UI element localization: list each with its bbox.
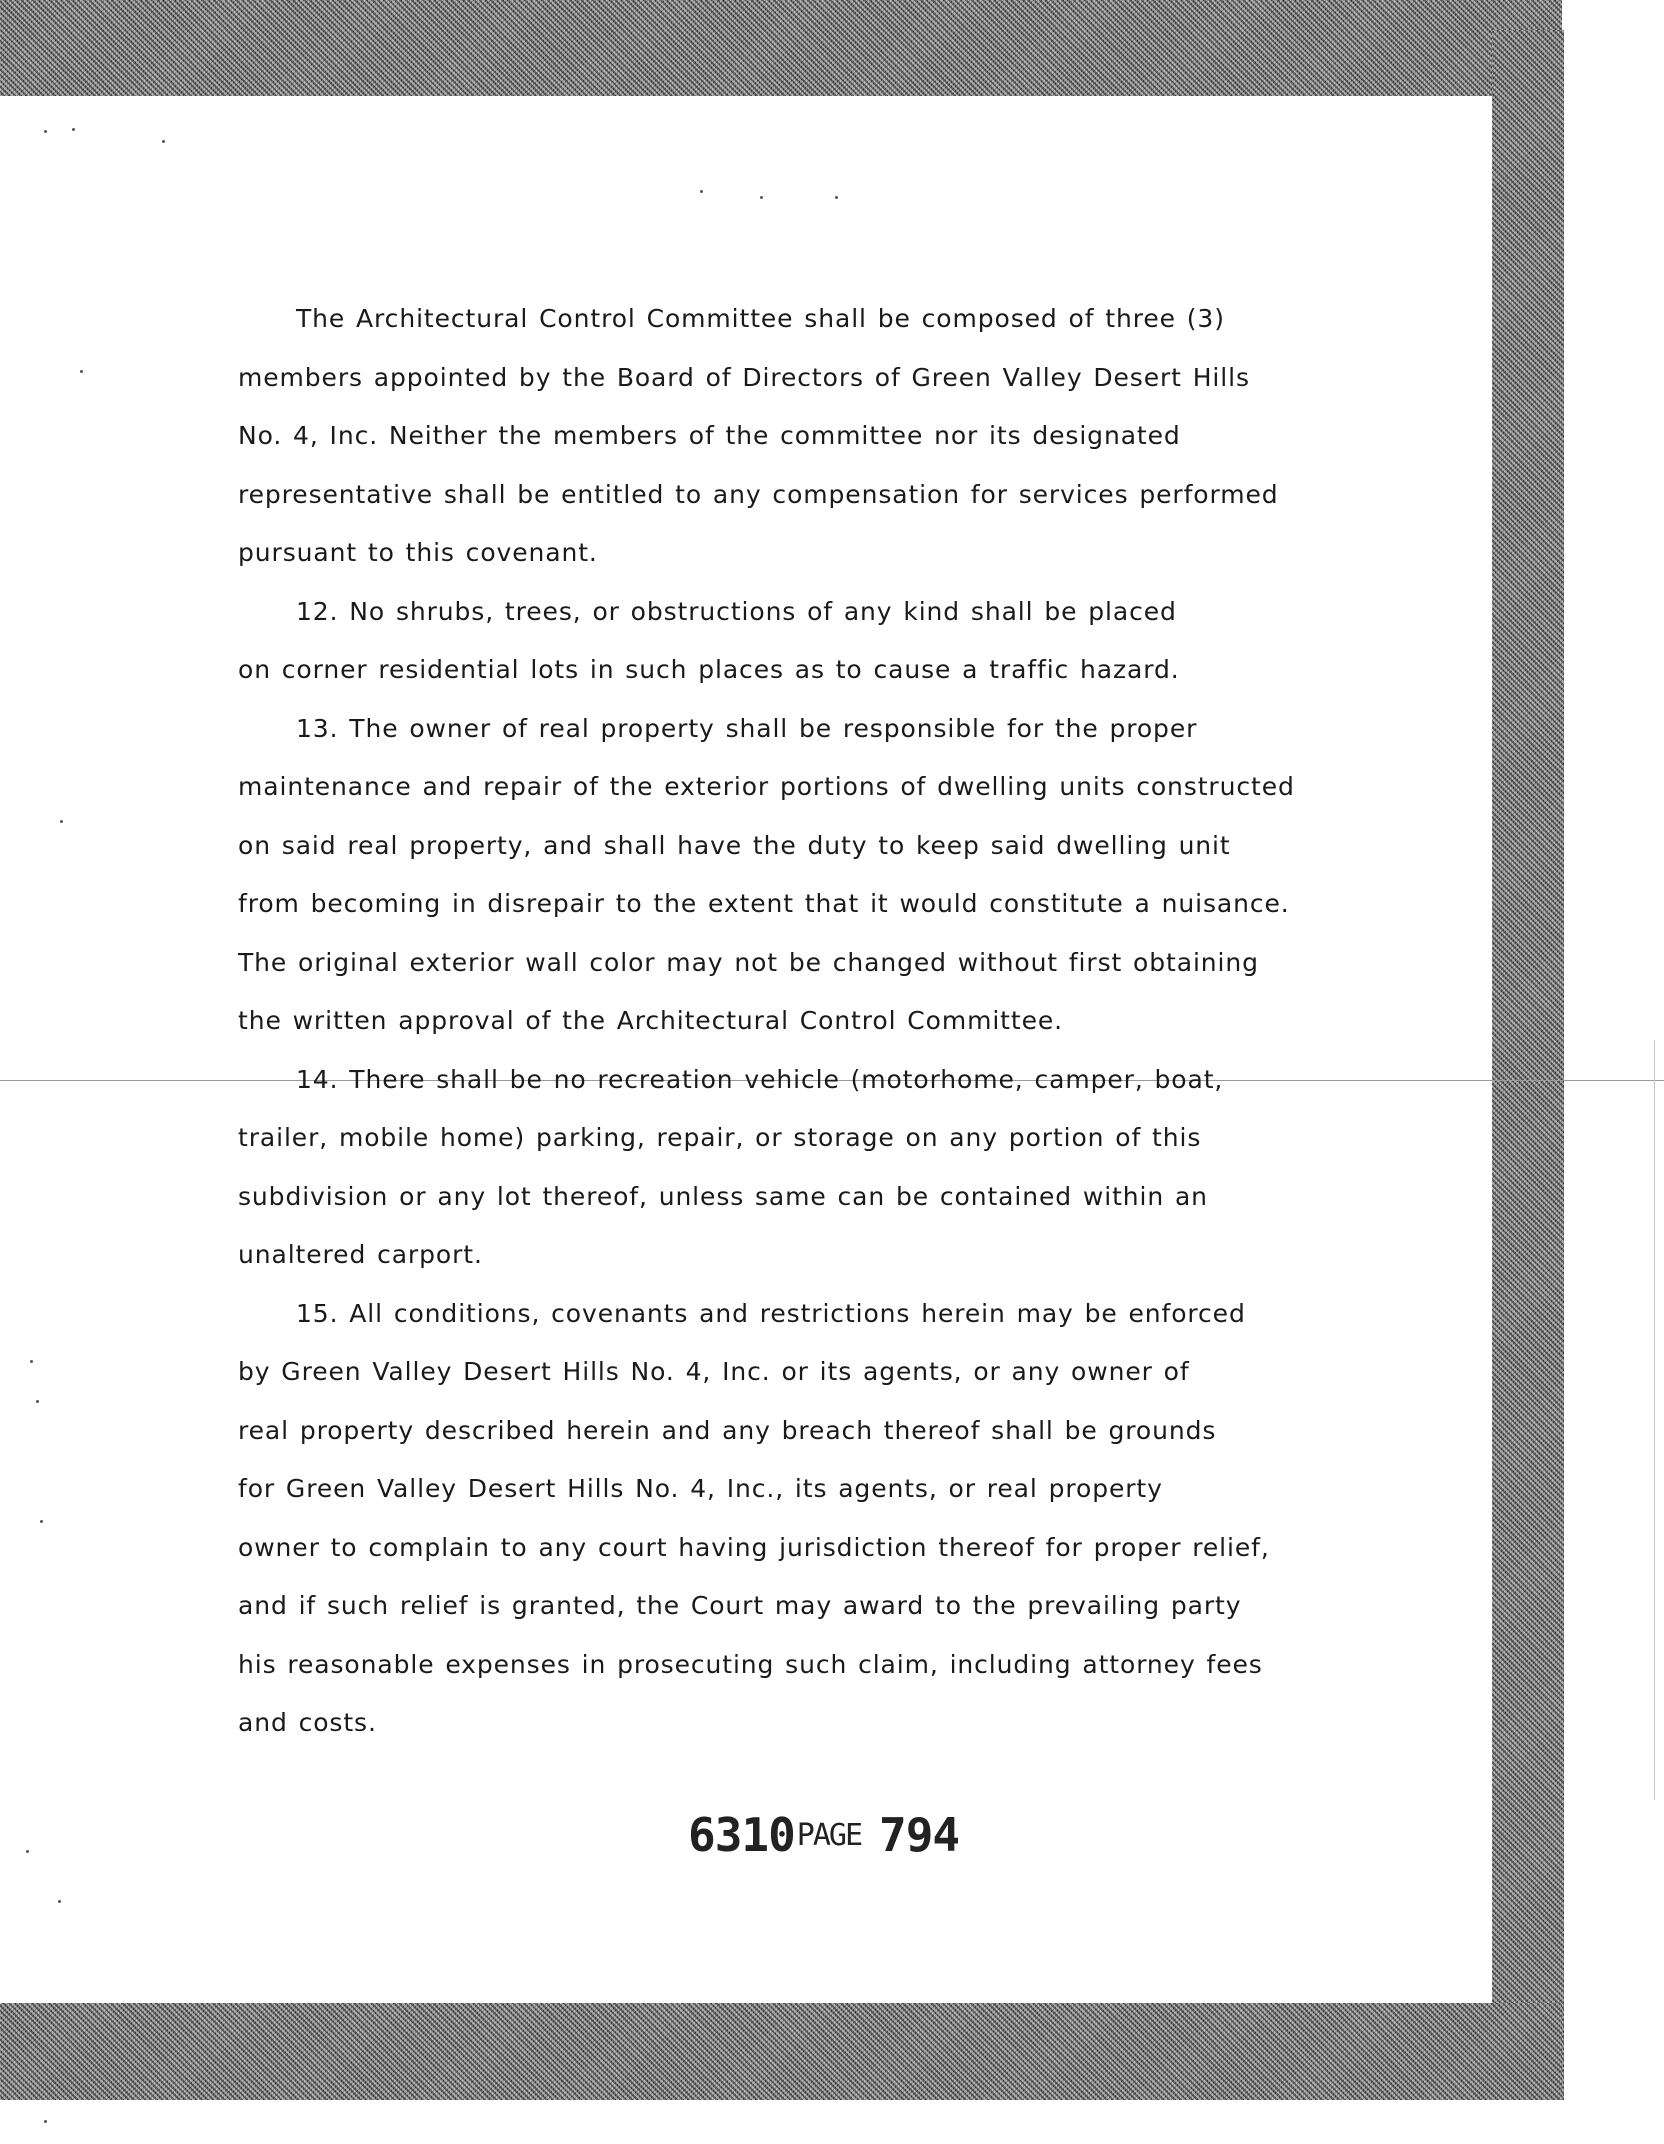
paragraph-13-line: The original exterior wall color may not be changed without first obtaining [238, 947, 1259, 977]
paragraph-12-line: on corner residential lots in such places as to cause a traffic hazard. [238, 655, 1180, 684]
speckle [835, 196, 838, 199]
paragraph-13-line: the written approval of the Architectural Control Committee. [238, 1006, 1063, 1035]
paragraph-15-line: by Green Valley Desert Hills No. 4, Inc. or its agents, or any owner of [238, 1357, 1190, 1386]
scan-border-bottom [0, 2003, 1562, 2100]
speckle [700, 190, 703, 193]
paragraph-13-line: maintenance and repair of the exterior portions of dwelling units constructed [238, 772, 1295, 801]
margin-rule [1654, 1040, 1655, 1800]
book-page-stamp [688, 1808, 959, 1862]
paragraph-14-line: unaltered carport. [238, 1240, 483, 1269]
speckle [26, 1850, 29, 1853]
speckle [60, 820, 63, 823]
paragraph-14-line: trailer, mobile home) parking, repair, or storage on any portion of this [238, 1123, 1202, 1152]
speckle [58, 1900, 61, 1903]
speckle [40, 1520, 43, 1523]
paragraph-15-line: owner to complain to any court having jurisdiction thereof for proper relief, [238, 1532, 1270, 1562]
paragraph-15-line: his reasonable expenses in prosecuting such claim, including attorney fees [238, 1649, 1263, 1679]
stamp-page-label: PAGE [796, 1818, 862, 1853]
paragraph-14-line: 14. There shall be no recreation vehicle (motorhome, camper, boat, [296, 1064, 1224, 1094]
stamp-page-number: 794 [879, 1808, 960, 1862]
body-line: The Architectural Control Committee shall be composed of three (3) [296, 304, 1225, 333]
document-body [238, 290, 1363, 1753]
speckle [80, 370, 83, 373]
paragraph-15-line: real property described herein and any breach thereof shall be grounds [238, 1415, 1217, 1445]
paragraph-15-line: and costs. [238, 1708, 377, 1737]
scan-border-top [0, 0, 1562, 96]
paragraph-15-line: 15. All conditions, covenants and restrictions herein may be enforced [296, 1298, 1246, 1328]
body-line: representative shall be entitled to any compensation for services performed [238, 479, 1279, 509]
paragraph-13-line: from becoming in disrepair to the extent that it would constitute a nuisance. [238, 889, 1290, 918]
speckle [36, 1400, 39, 1403]
paragraph-15-line: and if such relief is granted, the Court may award to the prevailing party [238, 1591, 1242, 1620]
body-line: members appointed by the Board of Directors of Green Valley Desert Hills [238, 362, 1250, 392]
paragraph-15-line: for Green Valley Desert Hills No. 4, Inc., its agents, or real property [238, 1474, 1163, 1503]
speckle [72, 128, 75, 131]
speckle [44, 130, 47, 133]
body-line: No. 4, Inc. Neither the members of the committee nor its designated [238, 421, 1181, 450]
stamp-book: 6310 [688, 1808, 795, 1862]
scan-border-right [1492, 30, 1564, 2100]
body-line: pursuant to this covenant. [238, 538, 598, 567]
paragraph-13-line: 13. The owner of real property shall be responsible for the proper [296, 713, 1198, 743]
speckle [162, 140, 165, 143]
speckle [760, 196, 763, 199]
speckle [44, 2120, 47, 2123]
paragraph-12-line: 12. No shrubs, trees, or obstructions of any kind shall be placed [296, 596, 1177, 626]
paragraph-13-line: on said real property, and shall have the duty to keep said dwelling unit [238, 830, 1231, 860]
paragraph-14-line: subdivision or any lot thereof, unless same can be contained within an [238, 1181, 1208, 1211]
speckle [30, 1360, 33, 1363]
